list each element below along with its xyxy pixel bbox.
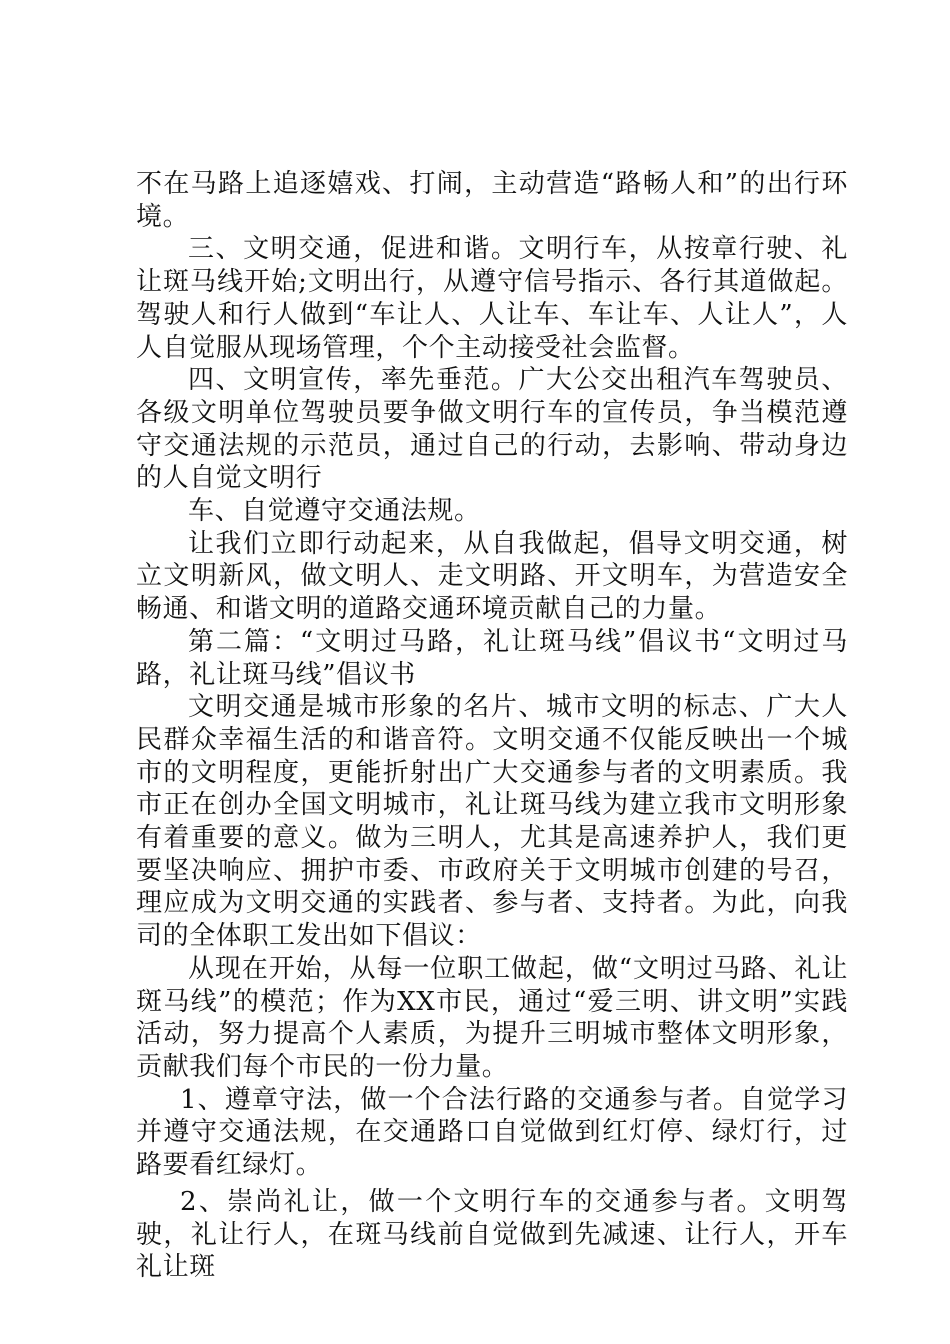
paragraph-item-two: 2、崇尚礼让，做一个文明行车的交通参与者。文明驾驶，礼让行人，在斑马线前自觉做到先减速、让行人，开车礼让斑 bbox=[136, 1186, 848, 1283]
paragraph-call-to-action: 让我们立即行动起来，从自我做起，倡导文明交通，树立文明新风，做文明人、走文明路、开文明车，为营造安全畅通、和谐文明的道路交通环境贡献自己的力量。 bbox=[136, 528, 848, 625]
paragraph-point-four-tail: 车、自觉遵守交通法规。 bbox=[188, 496, 481, 527]
paragraph-point-three: 三、文明交通，促进和谐。文明行车，从按章行驶、礼让斑马线开始;文明出行，从遵守信号指示、各行其道做起。驾驶人和行人做到“车让人、人让车、车让车、人让人”，人人自觉服从现场管理，个个主动接受社会监督。 bbox=[136, 234, 848, 363]
paragraph-proposal: 从现在开始，从每一位职工做起，做“文明过马路、礼让斑马线”的模范；作为XX市民，通过“爱三明、讲文明”实践活动，努力提高个人素质，为提升三明城市整体文明形象，贡献我们每个市民的一份力量。 bbox=[136, 953, 848, 1082]
paragraph-point-four: 四、文明宣传，率先垂范。广大公交出租汽车驾驶员、各级文明单位驾驶员要争做文明行车的宣传员，争当模范遵守交通法规的示范员，通过自己的行动，去影响、带动身边的人自觉文明行 bbox=[136, 365, 848, 494]
paragraph-continuation: 不在马路上追逐嬉戏、打闹，主动营造“路畅人和”的出行环境。 bbox=[136, 169, 848, 232]
document-body bbox=[136, 168, 848, 1284]
paragraph-introduction: 文明交通是城市形象的名片、城市文明的标志、广大人民群众幸福生活的和谐音符。文明交通不仅能反映出一个城市的文明程度，更能折射出广大交通参与者的文明素质。我市正在创办全国文明城市，礼让斑马线为建立我市文明形象有着重要的意义。做为三明人，尤其是高速养护人，我们更要坚决响应、拥护市委、市政府关于文明城市创建的号召，理应成为文明交通的实践者、参与者、支持者。为此，向我司的全体职工发出如下倡议： bbox=[136, 692, 848, 952]
paragraph-item-one: 1、遵章守法，做一个合法行路的交通参与者。自觉学习并遵守交通法规，在交通路口自觉做到红灯停、绿灯行，过路要看红绿灯。 bbox=[136, 1084, 848, 1181]
section-heading-part-two: 第二篇：“文明过马路，礼让斑马线”倡议书“文明过马路，礼让斑马线”倡议书 bbox=[136, 626, 848, 690]
